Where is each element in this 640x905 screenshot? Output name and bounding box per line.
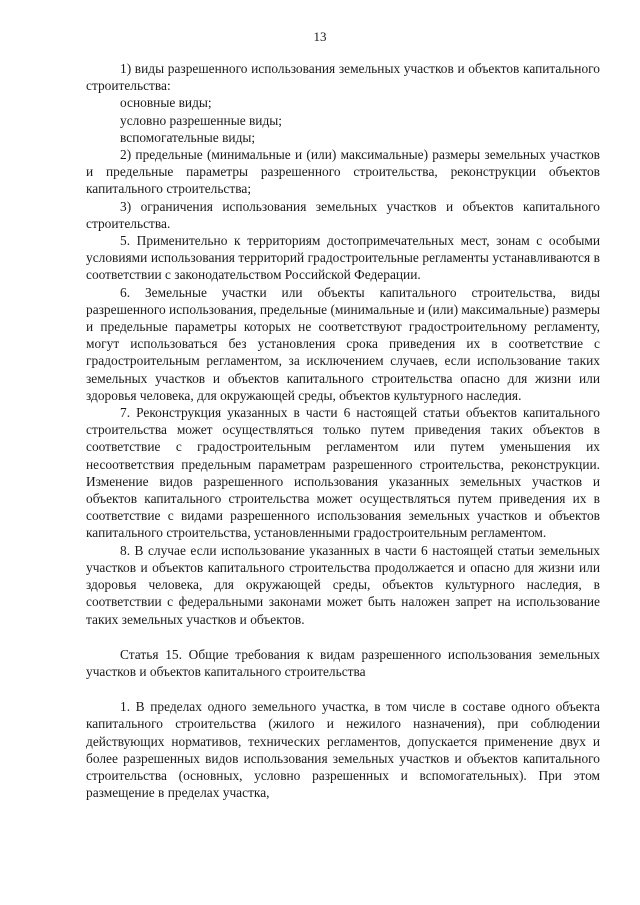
article-15-paragraph-1: 1. В пределах одного земельного участка, в том числе в составе одного объекта капитального строительства (жилого и нежилого назначения), при соблюдении действующих нормативов, технических регламентов, допускается применение двух и более разрешенных видов использования земельных участков и объектов капитального строительства (основных, условно разрешенных и вспомогательных). При этом размещение в пределах участка, <box>86 699 600 801</box>
list-item-main-types: основные виды; <box>120 95 212 111</box>
paragraph-restrictions: 3) ограничения использования земельных участков и объектов капитального строительства. <box>86 198 600 231</box>
paragraph-7: 7. Реконструкция указанных в части 6 настоящей статьи объектов капитального строительства может осуществляться только путем приведения таких объектов в соответствие с градостроительным регламентом или путем уменьшения их несоответствия предельным параметрам разрешенного строительства, реконструкции. Изменение видов разрешенного использования указанных земельных участков и объектов капитального строительства может осуществляться путем приведения их в соответствие с видами разрешенного использования земельных участков и объектов капитального строительства, установленными градостроительным регламентом. <box>86 405 600 541</box>
article-15-heading: Статья 15. Общие требования к видам разрешенного использования земельных участков и объектов капитального строительства <box>86 646 600 679</box>
paragraph-limit-sizes: 2) предельные (минимальные и (или) максимальные) размеры земельных участков и предельные параметры разрешенного строительства, реконструкции объектов капитального строительства; <box>86 147 600 197</box>
paragraph-6: 6. Земельные участки или объекты капитального строительства, виды разрешенного использования, предельные (минимальные и (или) максимальные) размеры и предельные параметры которых не соответствуют градостроительному регламенту, могут использоваться без установления срока приведения их в соответствие с градостроительным регламентом, за исключением случаев, если использование таких земельных участков и объектов капитального строительства опасно для жизни или здоровья человека, для окружающей среды, объектов культурного наследия. <box>86 284 600 403</box>
paragraph-8: 8. В случае если использование указанных в части 6 настоящей статьи земельных участков и объектов капитального строительства продолжается и опасно для жизни или здоровья человека, для окружающей среды, объектов культурного наследия, в соответствии с федеральными законами может быть наложен запрет на использование таких земельных участков и объектов. <box>86 542 600 627</box>
document-body <box>86 60 600 801</box>
section-spacer <box>86 628 600 646</box>
page-number: 13 <box>313 29 327 44</box>
paragraph-types-of-use: 1) виды разрешенного использования земельных участков и объектов капитального строительства: <box>86 61 600 94</box>
section-spacer <box>86 680 600 698</box>
list-item-conditional-types: условно разрешенные виды; <box>120 112 283 128</box>
paragraph-5: 5. Применительно к территориям достопримечательных мест, зонам с особыми условиями использования территорий градостроительные регламенты устанавливаются в соответствии с законодательством Российской Федерации. <box>86 233 600 283</box>
list-item-auxiliary-types: вспомогательные виды; <box>120 129 256 145</box>
